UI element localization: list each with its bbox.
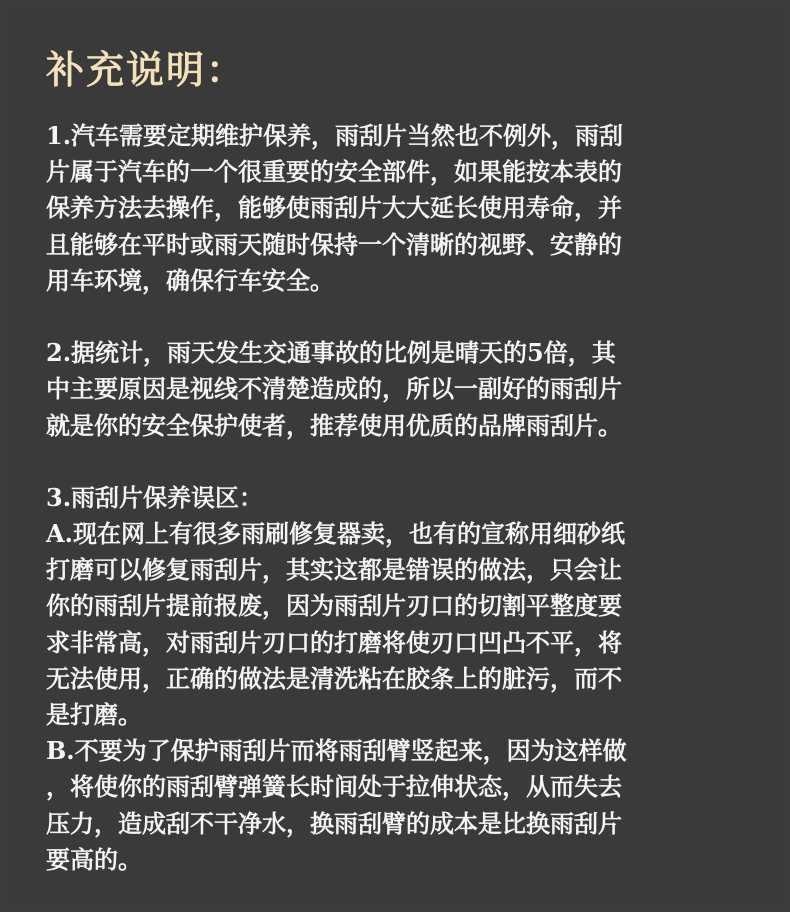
- paragraph-line: 保养方法去操作，能够使雨刮片大大延长使用寿命，并: [46, 193, 622, 223]
- paragraph-line: 你的雨刮片提前报废，因为雨刮片刃口的切割平整度要: [46, 591, 622, 621]
- section-heading: 3.雨刮片保养误区：: [46, 482, 264, 512]
- paragraph-line: 中主要原因是视线不清楚造成的，所以一副好的雨刮片: [46, 374, 622, 404]
- paragraph-line: 用车环境，确保行车安全。: [46, 265, 334, 295]
- section-statistics: [46, 335, 758, 444]
- section-maintenance: [46, 118, 758, 299]
- paragraph-line: 打磨可以修复雨刮片，其实这都是错误的做法，只会让: [46, 555, 622, 585]
- paragraph-line: 是打磨。: [46, 700, 142, 729]
- paragraph-line: 2.据统计，雨天发生交通事故的比例是晴天的5倍，其: [46, 338, 616, 368]
- paragraph-line: 片属于汽车的一个很重要的安全部件，如果能按本表的: [46, 157, 622, 187]
- paragraph-line: 压力，造成刮不干净水，换雨刮臂的成本是比换雨刮片: [46, 808, 622, 838]
- paragraph-line: 且能够在平时或雨天随时保持一个清晰的视野、安静的: [46, 229, 622, 259]
- page-title: 补充说明：: [46, 47, 247, 92]
- paragraph-line: B.不要为了保护雨刮片而将雨刮臂竖起来，因为这样做: [46, 736, 627, 766]
- paragraph-line: 无法使用，正确的做法是清洗粘在胶条上的脏污，而不: [46, 663, 622, 693]
- paragraph-line: 要高的。: [46, 844, 142, 874]
- paragraph-line: 求非常高，对雨刮片刃口的打磨将使刃口凹凸不平，将: [46, 627, 622, 657]
- paragraph-line: 就是你的安全保护使者，推荐使用优质的品牌雨刮片。: [46, 410, 622, 440]
- paragraph-line: 1.汽车需要定期维护保养，雨刮片当然也不例外，雨刮: [46, 121, 624, 150]
- paragraph-line: ，将使你的雨刮臂弹簧长时间处于拉伸状态，从而失去: [46, 772, 622, 802]
- paragraph-gap: [46, 444, 758, 480]
- paragraph-gap: [46, 299, 758, 335]
- notes-body: [46, 118, 758, 878]
- paragraph-line: A.现在网上有很多雨刷修复器卖，也有的宣称用细砂纸: [46, 519, 625, 549]
- section-misconceptions: [46, 480, 758, 878]
